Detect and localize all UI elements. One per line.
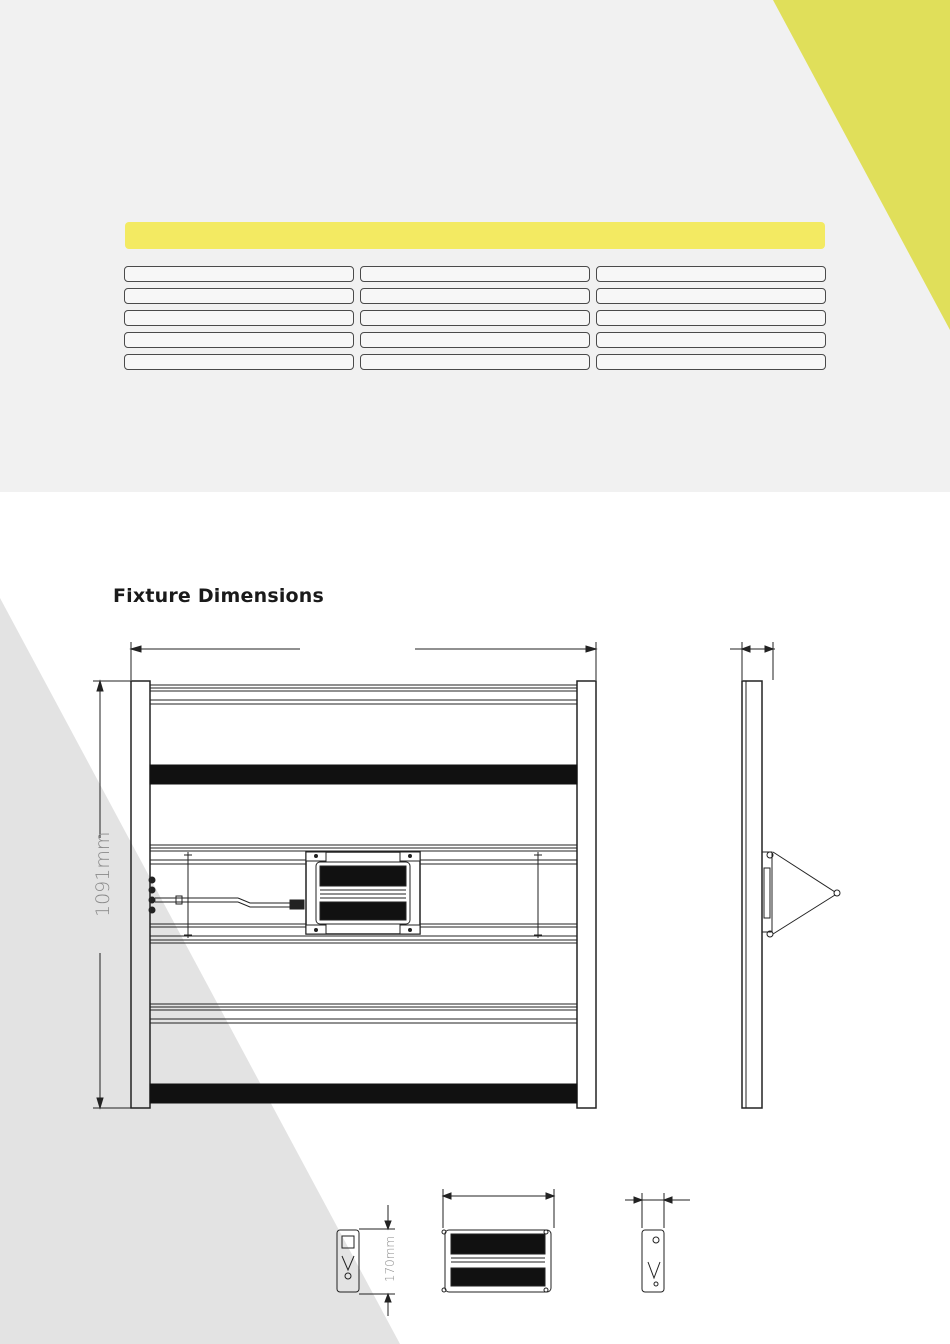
- left-end-cap: [131, 681, 150, 1108]
- led-bar-1: [150, 685, 577, 704]
- width-dimension-line: [131, 642, 596, 680]
- section-title: Fixture Dimensions: [113, 585, 325, 607]
- side-view: [730, 642, 840, 1108]
- fixture-height-label: 1091mm: [92, 831, 114, 917]
- driver-top-view: [442, 1189, 554, 1292]
- led-bar-2: [150, 765, 577, 784]
- led-driver: [306, 852, 420, 934]
- right-end-cap: [577, 681, 596, 1108]
- driver-height-label: 170mm: [383, 1235, 397, 1283]
- led-bar-5: [150, 1004, 577, 1023]
- led-bar-6: [150, 1084, 577, 1103]
- driver-cables: [155, 896, 304, 909]
- driver-side-view: [625, 1193, 690, 1292]
